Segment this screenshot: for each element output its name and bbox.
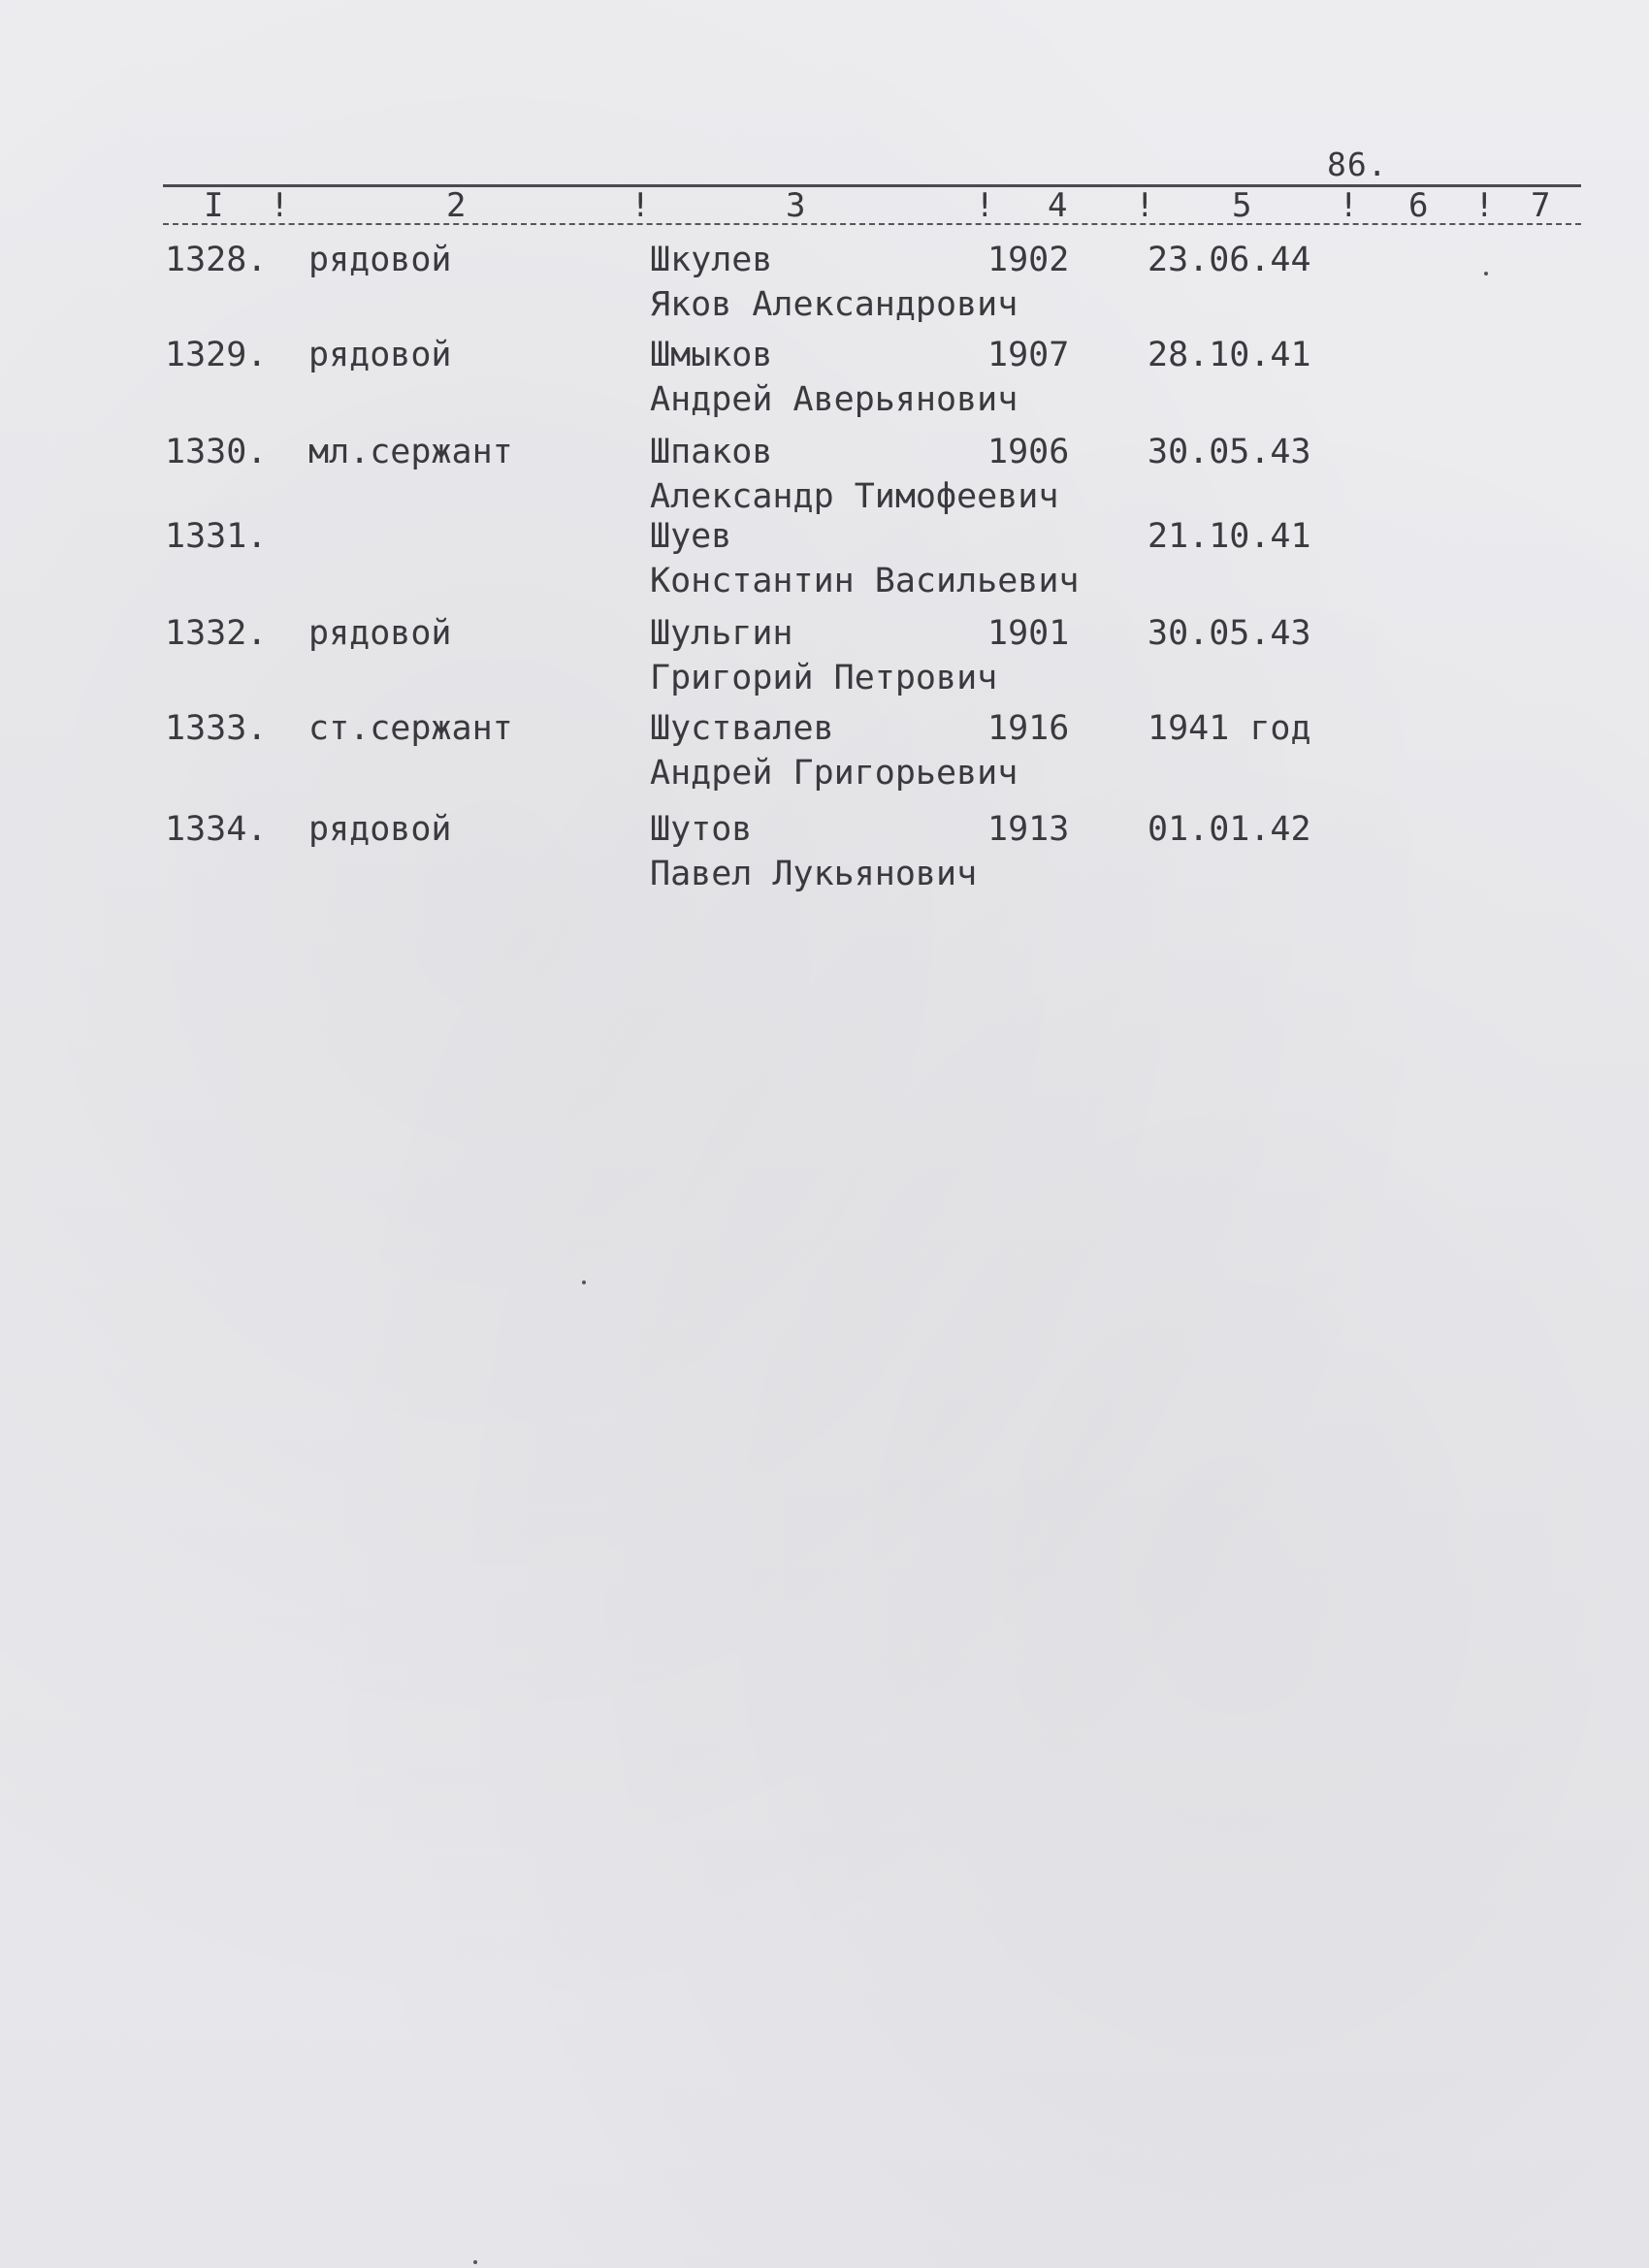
table-row [0,514,1649,601]
scan-speck [582,1280,586,1284]
full-name [650,238,1018,327]
military-rank: рядовой [308,810,452,849]
column-separator: ! [975,186,995,225]
record-number: 1331. [165,517,268,556]
date: 28.10.41 [1148,336,1311,374]
full-name [650,333,1018,422]
column-separator: ! [1474,186,1495,225]
page-number: 86. [1327,146,1388,183]
record-number: 1330. [165,433,268,471]
column-header-4: 4 [1048,186,1068,225]
surname: Шпаков [650,433,773,471]
birth-year: 1913 [987,810,1070,849]
column-separator: ! [1135,186,1155,225]
date: 30.05.43 [1148,614,1311,653]
record-number: 1332. [165,614,268,653]
birth-year: 1916 [987,709,1070,748]
surname: Шуев [650,517,732,556]
date: 01.01.42 [1148,810,1311,849]
header-top-rule [163,184,1581,187]
record-number: 1333. [165,709,268,748]
column-header-7: 7 [1531,186,1551,225]
header-bottom-rule [163,223,1581,226]
scan-speck [1484,272,1488,275]
full-name [650,611,997,700]
military-rank: ст.сержант [308,709,513,748]
table-row [0,807,1649,894]
military-rank: рядовой [308,614,452,653]
date: 23.06.44 [1148,241,1311,279]
column-header-3: 3 [786,186,806,225]
given-names: Яков Александрович [650,285,1018,324]
full-name [650,514,1080,603]
surname: Шкулев [650,241,773,279]
surname: Шмыков [650,336,773,374]
given-names: Константин Васильевич [650,562,1080,600]
given-names: Павел Лукьянович [650,855,978,893]
scan-speck [473,2260,477,2264]
given-names: Андрей Григорьевич [650,754,1018,793]
surname: Шуствалев [650,709,834,748]
column-header-5: 5 [1232,186,1252,225]
full-name [650,706,1018,795]
column-separator: ! [1339,186,1359,225]
surname: Шутов [650,810,753,849]
column-separator: ! [630,186,651,225]
column-header-6: 6 [1408,186,1429,225]
given-names: Александр Тимофеевич [650,477,1059,516]
date: 30.05.43 [1148,433,1311,471]
column-header-1: I [204,186,224,225]
date: 21.10.41 [1148,517,1311,556]
table-row [0,333,1649,420]
birth-year: 1901 [987,614,1070,653]
full-name [650,807,977,896]
record-number: 1334. [165,810,268,849]
table-row [0,430,1649,517]
birth-year: 1902 [987,241,1070,279]
birth-year: 1906 [987,433,1070,471]
table-row [0,611,1649,698]
column-separator: ! [270,186,290,225]
record-number: 1329. [165,336,268,374]
military-rank: мл.сержант [308,433,513,471]
birth-year: 1907 [987,336,1070,374]
military-rank: рядовой [308,336,452,374]
table-row [0,238,1649,325]
military-rank: рядовой [308,241,452,279]
surname: Шульгин [650,614,793,653]
column-header-2: 2 [446,186,467,225]
date: 1941 год [1148,709,1311,748]
table-row [0,706,1649,794]
given-names: Андрей Аверьянович [650,380,1018,419]
given-names: Григорий Петрович [650,659,998,697]
record-number: 1328. [165,241,268,279]
